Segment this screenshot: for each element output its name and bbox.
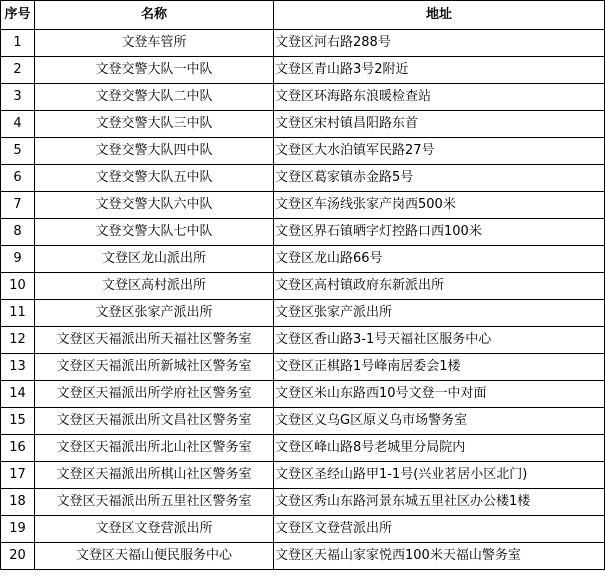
row-name: 文登区天福派出所文昌社区警务室 (35, 408, 274, 435)
row-addr: 文登区车汤线张家产岗西500米 (274, 192, 605, 219)
row-addr: 文登区宋村镇昌阳路东首 (274, 111, 605, 138)
table-row (1, 516, 605, 543)
table-row (1, 111, 605, 138)
row-name: 文登区高村派出所 (35, 273, 274, 300)
row-addr: 文登区大水泊镇军民路27号 (274, 138, 605, 165)
table-row (1, 489, 605, 516)
row-num: 8 (1, 219, 35, 246)
row-addr: 文登区界石镇晒字灯控路口西100米 (274, 219, 605, 246)
row-addr: 文登区青山路3号2附近 (274, 57, 605, 84)
row-num: 19 (1, 516, 35, 543)
table-row (1, 246, 605, 273)
row-num: 4 (1, 111, 35, 138)
row-name: 文登区天福派出所天福社区警务室 (35, 327, 274, 354)
table-row (1, 408, 605, 435)
table-row (1, 462, 605, 489)
row-num: 11 (1, 300, 35, 327)
row-name: 文登区天福派出所新城社区警务室 (35, 354, 274, 381)
table-row (1, 381, 605, 408)
row-num: 6 (1, 165, 35, 192)
table-row (1, 435, 605, 462)
table-row (1, 30, 605, 57)
row-addr: 文登区环海路东浪暖检查站 (274, 84, 605, 111)
table-row (1, 300, 605, 327)
table-row (1, 138, 605, 165)
row-addr: 文登区圣经山路甲1-1号(兴业茗居小区北门) (274, 462, 605, 489)
row-name: 文登车管所 (35, 30, 274, 57)
header-row (1, 1, 605, 30)
row-name: 文登区天福山便民服务中心 (35, 543, 274, 570)
row-addr: 文登区米山东路西10号文登一中对面 (274, 381, 605, 408)
row-addr: 文登区峰山路8号老城里分局院内 (274, 435, 605, 462)
row-num: 15 (1, 408, 35, 435)
row-name: 文登交警大队四中队 (35, 138, 274, 165)
row-name: 文登区文登营派出所 (35, 516, 274, 543)
row-num: 12 (1, 327, 35, 354)
row-name: 文登交警大队三中队 (35, 111, 274, 138)
table-row (1, 219, 605, 246)
row-addr: 文登区高村镇政府东新派出所 (274, 273, 605, 300)
row-name: 文登交警大队一中队 (35, 57, 274, 84)
row-addr: 文登区义乌G区原义乌市场警务室 (274, 408, 605, 435)
row-addr: 文登区龙山路66号 (274, 246, 605, 273)
row-addr: 文登区葛家镇赤金路5号 (274, 165, 605, 192)
header-addr: 地址 (274, 1, 605, 30)
row-num: 9 (1, 246, 35, 273)
row-num: 14 (1, 381, 35, 408)
row-addr: 文登区正棋路1号峰南居委会1楼 (274, 354, 605, 381)
table-row (1, 543, 605, 570)
table-row (1, 192, 605, 219)
row-num: 3 (1, 84, 35, 111)
table-row (1, 327, 605, 354)
row-addr: 文登区香山路3-1号天福社区服务中心 (274, 327, 605, 354)
header-num: 序号 (1, 1, 35, 30)
row-name: 文登区张家产派出所 (35, 300, 274, 327)
row-num: 1 (1, 30, 35, 57)
table-row (1, 165, 605, 192)
row-addr: 文登区张家产派出所 (274, 300, 605, 327)
table-row (1, 273, 605, 300)
row-name: 文登交警大队二中队 (35, 84, 274, 111)
row-num: 17 (1, 462, 35, 489)
row-num: 16 (1, 435, 35, 462)
row-num: 2 (1, 57, 35, 84)
row-name: 文登区天福派出所北山社区警务室 (35, 435, 274, 462)
row-num: 7 (1, 192, 35, 219)
row-addr: 文登区河右路288号 (274, 30, 605, 57)
row-num: 5 (1, 138, 35, 165)
row-num: 10 (1, 273, 35, 300)
row-name: 文登区龙山派出所 (35, 246, 274, 273)
row-name: 文登区天福派出所学府社区警务室 (35, 381, 274, 408)
row-name: 文登区天福派出所五里社区警务室 (35, 489, 274, 516)
row-addr: 文登区天福山家家悦西100米天福山警务室 (274, 543, 605, 570)
row-name: 文登交警大队六中队 (35, 192, 274, 219)
row-addr: 文登区文登营派出所 (274, 516, 605, 543)
row-name: 文登交警大队七中队 (35, 219, 274, 246)
row-num: 18 (1, 489, 35, 516)
table-row (1, 354, 605, 381)
header-name: 名称 (35, 1, 274, 30)
table-row (1, 57, 605, 84)
row-name: 文登交警大队五中队 (35, 165, 274, 192)
row-addr: 文登区秀山东路河景东城五里社区办公楼1楼 (274, 489, 605, 516)
row-num: 20 (1, 543, 35, 570)
row-name: 文登区天福派出所棋山社区警务室 (35, 462, 274, 489)
row-num: 13 (1, 354, 35, 381)
table-row (1, 84, 605, 111)
